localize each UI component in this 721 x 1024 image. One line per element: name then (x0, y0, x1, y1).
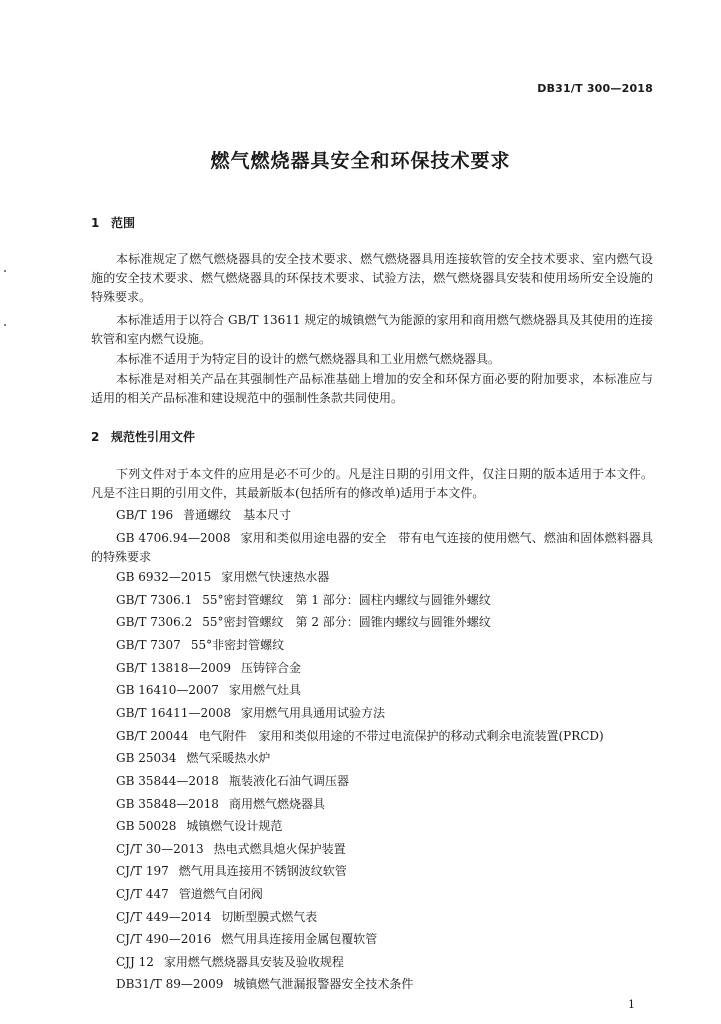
reference-item: GB 25034 燃气采暖热水炉 (116, 751, 271, 765)
section-number: 1 (91, 216, 100, 230)
reference-item: GB/T 7307 55°非密封管螺纹 (116, 638, 285, 652)
reference-item: CJ/T 197 燃气用具连接用不锈钢波纹软管 (116, 864, 347, 878)
reference-item: GB 6932—2015 家用燃气快速热水器 (116, 570, 330, 584)
reference-item: CJ/T 30—2013 热电式燃具熄火保护装置 (116, 842, 346, 856)
page-number: 1 (628, 998, 635, 1011)
reference-item: CJ/T 490—2016 燃气用具连接用金属包覆软管 (116, 932, 378, 946)
reference-item: DB31/T 89—2009 城镇燃气泄漏报警器安全技术条件 (116, 977, 414, 991)
scope-paragraph-4: 本标准是对相关产品在其强制性产品标准基础上增加的安全和环保方面必要的附加要求，本标准应与适用的相关产品标准和建设规范中的强制性条款共同使用。 (91, 372, 653, 405)
section-title: 范围 (111, 216, 136, 230)
scope-paragraph-2: 本标准适用于以符合 GB/T 13611 规定的城镇燃气为能源的家用和商用燃气燃烧器具及其使用的连接软管和室内燃气设施。 (91, 313, 653, 346)
reference-item: GB/T 20044 电气附件 家用和类似用途的不带过电流保护的移动式剩余电流装置(PRCD) (116, 729, 604, 743)
scan-speck (4, 324, 6, 326)
section-number: 2 (91, 430, 100, 444)
reference-item: GB/T 7306.1 55°密封管螺纹 第 1 部分：圆柱内螺纹与圆锥外螺纹 (116, 593, 491, 607)
reference-item: CJ/T 449—2014 切断型膜式燃气表 (116, 910, 318, 924)
reference-item: GB/T 7306.2 55°密封管螺纹 第 2 部分：圆锥内螺纹与圆锥外螺纹 (116, 615, 491, 629)
reference-item: CJJ 12 家用燃气燃烧器具安装及验收规程 (116, 955, 344, 969)
reference-item: GB/T 16411—2008 家用燃气用具通用试验方法 (116, 706, 385, 720)
section-1-heading (91, 214, 135, 231)
reference-item: GB 4706.94—2008 家用和类似用途电器的安全 带有电气连接的使用燃气、燃油和固体燃料器具的特殊要求 (91, 531, 653, 564)
section-title: 规范性引用文件 (111, 430, 196, 444)
document-title: 燃气燃烧器具安全和环保技术要求 (210, 150, 511, 172)
scan-speck (4, 270, 6, 272)
section-2-heading (91, 428, 195, 445)
scope-paragraph-1: 本标准规定了燃气燃烧器具的安全技术要求、燃气燃烧器具用连接软管的安全技术要求、室内燃气设施的安全技术要求、燃气燃烧器具的环保技术要求、试验方法，燃气燃烧器具安装和使用场所安全设施的特殊要求。 (91, 252, 653, 304)
reference-item: GB/T 196 普通螺纹 基本尺寸 (116, 508, 292, 522)
reference-item: GB 35844—2018 瓶装液化石油气调压器 (116, 774, 349, 788)
normative-intro: 下列文件对于本文件的应用是必不可少的。凡是注日期的引用文件，仅注日期的版本适用于本文件。凡是不注日期的引用文件，其最新版本(包括所有的修改单)适用于本文件。 (91, 467, 653, 500)
standard-code: DB31/T 300—2018 (537, 82, 653, 95)
reference-item: GB 16410—2007 家用燃气灶具 (116, 683, 301, 697)
reference-item: GB 50028 城镇燃气设计规范 (116, 819, 283, 833)
reference-item: GB 35848—2018 商用燃气燃烧器具 (116, 797, 325, 811)
reference-item: CJ/T 447 管道燃气自闭阀 (116, 887, 263, 901)
reference-item: GB/T 13818—2009 压铸锌合金 (116, 661, 301, 675)
scope-paragraph-3: 本标准不适用于为特定目的设计的燃气燃烧器具和工业用燃气燃烧器具。 (116, 352, 501, 366)
